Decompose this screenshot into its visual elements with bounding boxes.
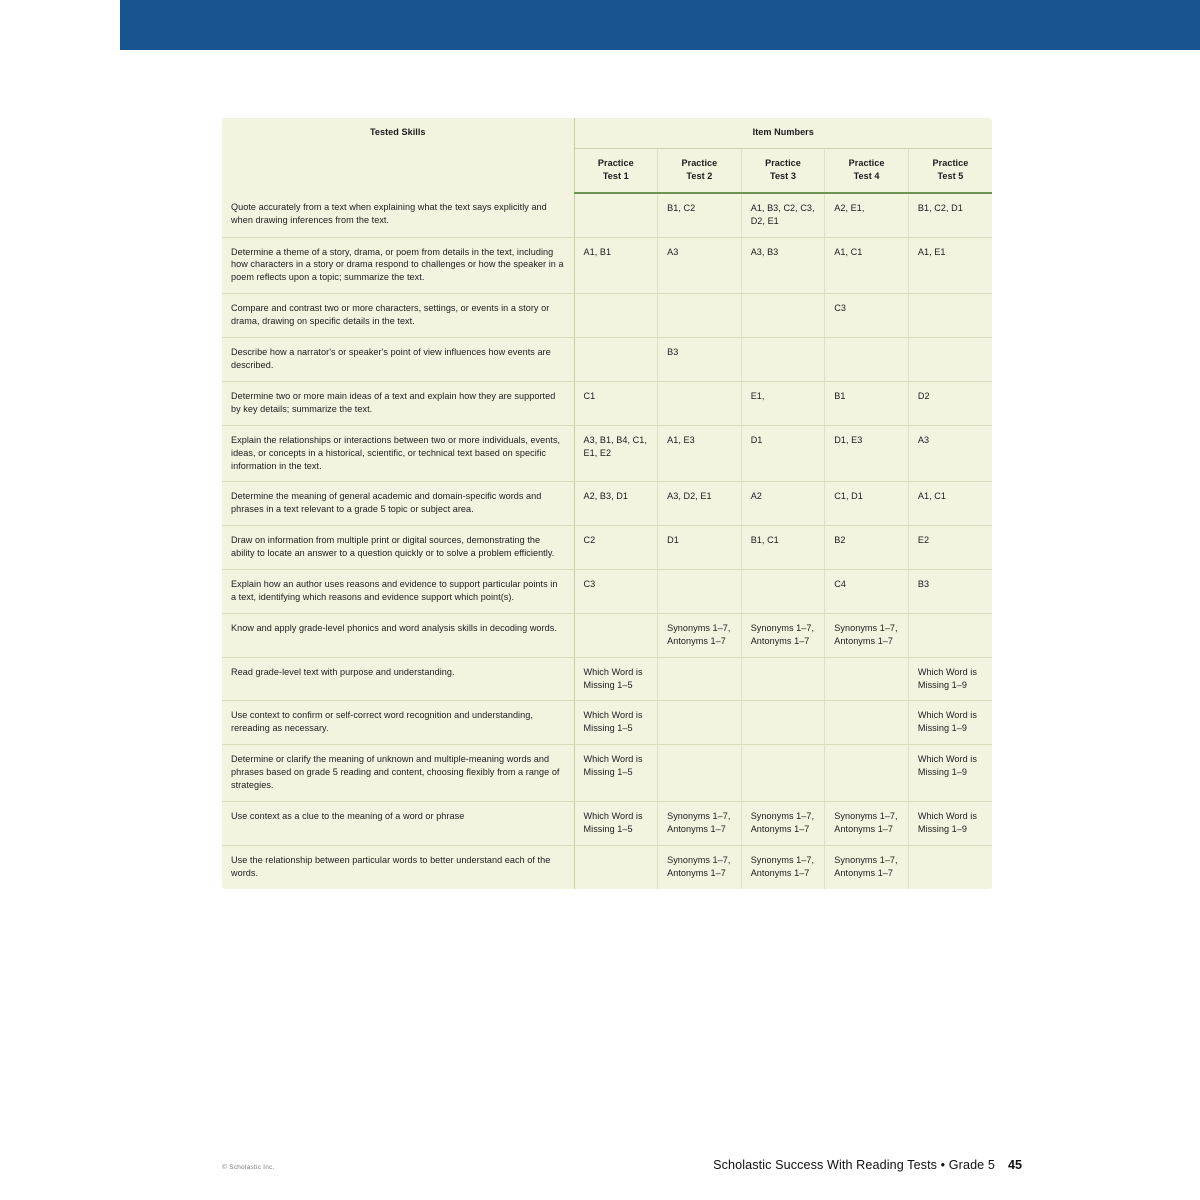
item-numbers-cell-test-4: A2, E1, bbox=[825, 193, 909, 237]
item-numbers-cell-test-4: D1, E3 bbox=[825, 425, 909, 482]
item-numbers-cell-test-5: Which Word is Missing 1–9 bbox=[908, 802, 992, 846]
table-row bbox=[222, 425, 992, 482]
footer-right-group bbox=[713, 1158, 1022, 1172]
item-numbers-cell-test-5: A3 bbox=[908, 425, 992, 482]
table-row bbox=[222, 657, 992, 701]
table-row bbox=[222, 526, 992, 570]
item-numbers-cell-test-2 bbox=[658, 701, 742, 745]
item-numbers-cell-test-2 bbox=[658, 570, 742, 614]
item-numbers-cell-test-5 bbox=[908, 294, 992, 338]
item-numbers-cell-test-5 bbox=[908, 845, 992, 888]
item-numbers-cell-test-3: D1 bbox=[741, 425, 825, 482]
item-numbers-cell-test-1: A1, B1 bbox=[574, 237, 658, 294]
item-numbers-cell-test-1 bbox=[574, 338, 658, 382]
skill-description-cell: Explain the relationships or interactions between two or more individuals, events, ideas, or concepts in a historical, scientific, or technical text based on specific information in the text. bbox=[222, 425, 574, 482]
item-numbers-cell-test-5: Which Word is Missing 1–9 bbox=[908, 701, 992, 745]
table-row bbox=[222, 613, 992, 657]
table-row bbox=[222, 338, 992, 382]
table-sheet bbox=[222, 118, 992, 889]
table-row bbox=[222, 570, 992, 614]
table-row bbox=[222, 193, 992, 237]
item-numbers-cell-test-3 bbox=[741, 570, 825, 614]
item-numbers-cell-test-3: Synonyms 1–7, Antonyms 1–7 bbox=[741, 845, 825, 888]
item-numbers-cell-test-2 bbox=[658, 745, 742, 802]
item-numbers-cell-test-5: Which Word is Missing 1–9 bbox=[908, 745, 992, 802]
item-numbers-cell-test-1: C1 bbox=[574, 381, 658, 425]
item-numbers-cell-test-1 bbox=[574, 845, 658, 888]
tested-skills-table bbox=[222, 118, 992, 889]
table-row bbox=[222, 802, 992, 846]
table-row bbox=[222, 294, 992, 338]
item-numbers-cell-test-3 bbox=[741, 745, 825, 802]
item-numbers-cell-test-3: A2 bbox=[741, 482, 825, 526]
item-numbers-cell-test-4: C1, D1 bbox=[825, 482, 909, 526]
table-row bbox=[222, 237, 992, 294]
skill-description-cell: Determine two or more main ideas of a text and explain how they are supported by key details; summarize the text. bbox=[222, 381, 574, 425]
item-numbers-cell-test-3 bbox=[741, 657, 825, 701]
item-numbers-cell-test-5: Which Word is Missing 1–9 bbox=[908, 657, 992, 701]
item-numbers-cell-test-4: C3 bbox=[825, 294, 909, 338]
skill-description-cell: Know and apply grade-level phonics and word analysis skills in decoding words. bbox=[222, 613, 574, 657]
item-numbers-cell-test-5 bbox=[908, 613, 992, 657]
item-numbers-cell-test-1: Which Word is Missing 1–5 bbox=[574, 745, 658, 802]
item-numbers-cell-test-3 bbox=[741, 338, 825, 382]
item-numbers-cell-test-1: Which Word is Missing 1–5 bbox=[574, 701, 658, 745]
table-row bbox=[222, 701, 992, 745]
skill-description-cell: Quote accurately from a text when explaining what the text says explicitly and when drawing inferences from the text. bbox=[222, 193, 574, 237]
item-numbers-cell-test-2: B3 bbox=[658, 338, 742, 382]
item-numbers-cell-test-1 bbox=[574, 294, 658, 338]
skill-description-cell: Draw on information from multiple print or digital sources, demonstrating the ability to locate an answer to a question quickly or to solve a problem efficiently. bbox=[222, 526, 574, 570]
table-body bbox=[222, 193, 992, 889]
item-numbers-cell-test-2: A3, D2, E1 bbox=[658, 482, 742, 526]
copyright-text: © Scholastic Inc. bbox=[222, 1164, 275, 1171]
item-numbers-cell-test-4 bbox=[825, 338, 909, 382]
skill-description-cell: Read grade-level text with purpose and understanding. bbox=[222, 657, 574, 701]
item-numbers-cell-test-4: C4 bbox=[825, 570, 909, 614]
item-numbers-cell-test-2: A3 bbox=[658, 237, 742, 294]
item-numbers-cell-test-2: D1 bbox=[658, 526, 742, 570]
item-numbers-cell-test-5: B3 bbox=[908, 570, 992, 614]
item-numbers-cell-test-2: Synonyms 1–7, Antonyms 1–7 bbox=[658, 613, 742, 657]
item-numbers-cell-test-4: Synonyms 1–7, Antonyms 1–7 bbox=[825, 613, 909, 657]
item-numbers-cell-test-5 bbox=[908, 338, 992, 382]
skill-description-cell: Use context as a clue to the meaning of a word or phrase bbox=[222, 802, 574, 846]
item-numbers-cell-test-4 bbox=[825, 701, 909, 745]
table-row bbox=[222, 845, 992, 888]
item-numbers-cell-test-1 bbox=[574, 193, 658, 237]
item-numbers-cell-test-5: D2 bbox=[908, 381, 992, 425]
item-numbers-cell-test-3: A1, B3, C2, C3, D2, E1 bbox=[741, 193, 825, 237]
item-numbers-cell-test-1: A2, B3, D1 bbox=[574, 482, 658, 526]
item-numbers-cell-test-2 bbox=[658, 381, 742, 425]
item-numbers-cell-test-5: E2 bbox=[908, 526, 992, 570]
skill-description-cell: Determine the meaning of general academic and domain-specific words and phrases in a text relevant to a grade 5 topic or subject area. bbox=[222, 482, 574, 526]
skill-description-cell: Describe how a narrator's or speaker's point of view influences how events are described. bbox=[222, 338, 574, 382]
item-numbers-cell-test-3: Synonyms 1–7, Antonyms 1–7 bbox=[741, 802, 825, 846]
column-header-practice-test-3: Practice Test 3 bbox=[741, 148, 825, 192]
skill-description-cell: Use the relationship between particular words to better understand each of the words. bbox=[222, 845, 574, 888]
item-numbers-cell-test-2: Synonyms 1–7, Antonyms 1–7 bbox=[658, 845, 742, 888]
item-numbers-cell-test-4: A1, C1 bbox=[825, 237, 909, 294]
item-numbers-cell-test-4 bbox=[825, 745, 909, 802]
item-numbers-cell-test-2: Synonyms 1–7, Antonyms 1–7 bbox=[658, 802, 742, 846]
item-numbers-cell-test-1: C2 bbox=[574, 526, 658, 570]
item-numbers-cell-test-3: B1, C1 bbox=[741, 526, 825, 570]
item-numbers-cell-test-2 bbox=[658, 657, 742, 701]
skill-description-cell: Explain how an author uses reasons and evidence to support particular points in a text, identifying which reasons and evidence support which point(s). bbox=[222, 570, 574, 614]
table-row bbox=[222, 482, 992, 526]
item-numbers-cell-test-4: Synonyms 1–7, Antonyms 1–7 bbox=[825, 802, 909, 846]
item-numbers-cell-test-1: Which Word is Missing 1–5 bbox=[574, 802, 658, 846]
item-numbers-cell-test-4: Synonyms 1–7, Antonyms 1–7 bbox=[825, 845, 909, 888]
item-numbers-cell-test-3: A3, B3 bbox=[741, 237, 825, 294]
item-numbers-cell-test-3: Synonyms 1–7, Antonyms 1–7 bbox=[741, 613, 825, 657]
column-header-practice-test-5: Practice Test 5 bbox=[908, 148, 992, 192]
item-numbers-cell-test-5: B1, C2, D1 bbox=[908, 193, 992, 237]
item-numbers-cell-test-1: A3, B1, B4, C1, E1, E2 bbox=[574, 425, 658, 482]
item-numbers-cell-test-1: Which Word is Missing 1–5 bbox=[574, 657, 658, 701]
skill-description-cell: Determine or clarify the meaning of unknown and multiple-meaning words and phrases based on grade 5 reading and content, choosing flexibly from a range of strategies. bbox=[222, 745, 574, 802]
skill-description-cell: Determine a theme of a story, drama, or poem from details in the text, including how characters in a story or drama respond to challenges or how the speaker in a poem reflects upon a topic; summarize the text. bbox=[222, 237, 574, 294]
table-row bbox=[222, 745, 992, 802]
item-numbers-cell-test-5: A1, E1 bbox=[908, 237, 992, 294]
item-numbers-cell-test-4: B1 bbox=[825, 381, 909, 425]
table-header-group-row bbox=[222, 118, 992, 148]
item-numbers-cell-test-3 bbox=[741, 701, 825, 745]
item-numbers-cell-test-2: B1, C2 bbox=[658, 193, 742, 237]
column-header-practice-test-2: Practice Test 2 bbox=[658, 148, 742, 192]
column-header-practice-test-1: Practice Test 1 bbox=[574, 148, 658, 192]
page-top-band bbox=[120, 0, 1200, 50]
skills-table-container bbox=[222, 118, 992, 889]
column-header-tested-skills: Tested Skills bbox=[222, 118, 574, 193]
page-footer bbox=[222, 1158, 1022, 1172]
table-head bbox=[222, 118, 992, 193]
item-numbers-cell-test-5: A1, C1 bbox=[908, 482, 992, 526]
table-row bbox=[222, 381, 992, 425]
item-numbers-cell-test-4: B2 bbox=[825, 526, 909, 570]
skill-description-cell: Compare and contrast two or more characters, settings, or events in a story or drama, drawing on specific details in the text. bbox=[222, 294, 574, 338]
page-number: 45 bbox=[1007, 1158, 1022, 1172]
column-header-practice-test-4: Practice Test 4 bbox=[825, 148, 909, 192]
skill-description-cell: Use context to confirm or self-correct word recognition and understanding, rereading as necessary. bbox=[222, 701, 574, 745]
item-numbers-cell-test-2 bbox=[658, 294, 742, 338]
item-numbers-cell-test-4 bbox=[825, 657, 909, 701]
item-numbers-cell-test-3 bbox=[741, 294, 825, 338]
item-numbers-cell-test-1: C3 bbox=[574, 570, 658, 614]
item-numbers-cell-test-2: A1, E3 bbox=[658, 425, 742, 482]
item-numbers-cell-test-3: E1, bbox=[741, 381, 825, 425]
book-title-line: Scholastic Success With Reading Tests • Grade 5 bbox=[713, 1158, 995, 1172]
column-header-item-numbers: Item Numbers bbox=[574, 118, 992, 148]
item-numbers-cell-test-1 bbox=[574, 613, 658, 657]
